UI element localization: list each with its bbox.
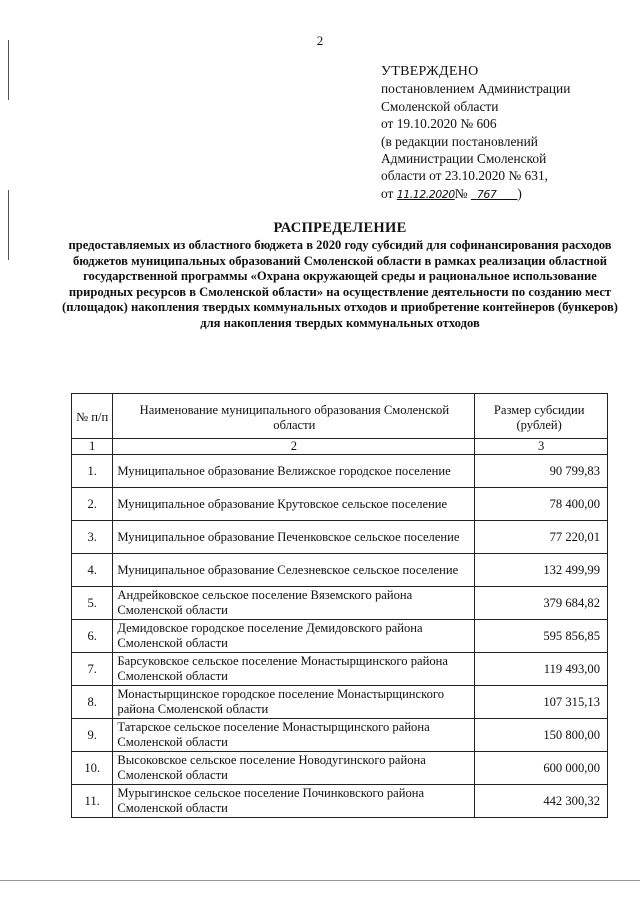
header-num: № п/п <box>72 394 113 439</box>
row-name: Татарское сельское поселение Монастырщинского района Смоленской области <box>113 719 475 752</box>
approval-line: от 19.10.2020 № 606 <box>381 116 497 132</box>
approval-line: (в редакции постановлений <box>381 133 538 149</box>
index-cell: 3 <box>475 439 608 455</box>
row-name: Муниципальное образование Крутовское сельское поселение <box>113 488 475 521</box>
heading-description: предоставляемых из областного бюджета в 2020 году субсидий для софинансирования расходов бюджетов муниципальных образований Смоленской области в рамках реализации областной государственной программы «Охрана окружающей среды и рациональное использование природных ресурсов в Смоленской области» на осуществление деятельности по созданию мест (площадок) накопления твердых коммунальных отходов и приобретение контейнеров (бункеров) для накопления твердых коммунальных отходов <box>62 238 618 330</box>
row-name: Муниципальное образование Печенковское сельское поселение <box>113 521 475 554</box>
scan-bottom-edge <box>0 880 640 881</box>
page-number: 2 <box>316 33 324 48</box>
amendment-signature-line <box>381 185 621 203</box>
table-row <box>72 455 608 488</box>
row-name: Андрейковское сельское поселение Вяземского района Смоленской области <box>113 587 475 620</box>
row-number: 10. <box>72 752 113 785</box>
header-name: Наименование муниципального образования Смоленской области <box>113 394 475 439</box>
sig-number-label: № <box>454 185 468 201</box>
approval-line: постановлением Администрации <box>381 81 571 97</box>
row-amount: 132 499,99 <box>475 554 608 587</box>
table-row <box>72 554 608 587</box>
table-row <box>72 686 608 719</box>
table-header-row <box>72 394 608 439</box>
row-amount: 379 684,82 <box>475 587 608 620</box>
table-row <box>72 488 608 521</box>
heading-title: РАСПРЕДЕЛЕНИЕ <box>273 220 407 236</box>
document-heading <box>60 220 620 332</box>
index-cell: 1 <box>72 439 113 455</box>
index-cell: 2 <box>113 439 475 455</box>
table-index-row <box>72 439 608 455</box>
row-name: Муниципальное образование Велижское городское поселение <box>113 455 475 488</box>
table-row <box>72 587 608 620</box>
row-amount: 600 000,00 <box>475 752 608 785</box>
approval-line: Администрации Смоленской <box>381 151 547 167</box>
approval-block <box>381 63 621 203</box>
sig-suffix: ) <box>517 185 522 201</box>
row-amount: 107 315,13 <box>475 686 608 719</box>
row-number: 4. <box>72 554 113 587</box>
row-number: 9. <box>72 719 113 752</box>
row-amount: 90 799,83 <box>475 455 608 488</box>
row-name: Барсуковское сельское поселение Монастырщинского района Смоленской области <box>113 653 475 686</box>
handwritten-number: 767 <box>476 187 497 201</box>
subsidy-table <box>71 393 608 818</box>
row-name: Демидовское городское поселение Демидовского района Смоленской области <box>113 620 475 653</box>
row-number: 6. <box>72 620 113 653</box>
row-amount: 150 800,00 <box>475 719 608 752</box>
handwritten-date: 11.12.2020 <box>396 187 455 201</box>
approval-line: области от 23.10.2020 № 631, <box>381 168 548 184</box>
row-name: Муниципальное образование Селезневское сельское поселение <box>113 554 475 587</box>
approval-line: Смоленской области <box>381 98 499 114</box>
table-row <box>72 620 608 653</box>
row-amount: 78 400,00 <box>475 488 608 521</box>
row-number: 11. <box>72 785 113 818</box>
row-number: 3. <box>72 521 113 554</box>
table-row <box>72 521 608 554</box>
row-amount: 119 493,00 <box>475 653 608 686</box>
approval-title: УТВЕРЖДЕНО <box>381 64 479 79</box>
row-number: 1. <box>72 455 113 488</box>
row-name: Высоковское сельское поселение Новодугинского района Смоленской области <box>113 752 475 785</box>
row-amount: 442 300,32 <box>475 785 608 818</box>
row-number: 8. <box>72 686 113 719</box>
row-number: 5. <box>72 587 113 620</box>
row-amount: 595 856,85 <box>475 620 608 653</box>
table-row <box>72 752 608 785</box>
table-row <box>72 653 608 686</box>
row-name: Мурыгинское сельское поселение Починковского района Смоленской области <box>113 785 475 818</box>
header-amount: Размер субсидии (рублей) <box>475 394 608 439</box>
row-number: 2. <box>72 488 113 521</box>
table-row <box>72 719 608 752</box>
row-number: 7. <box>72 653 113 686</box>
scan-margin-mark <box>8 40 9 100</box>
scan-margin-mark <box>8 190 9 260</box>
sig-prefix: от <box>381 185 394 201</box>
row-name: Монастырщинское городское поселение Монастырщинского района Смоленской области <box>113 686 475 719</box>
table-row <box>72 785 608 818</box>
row-amount: 77 220,01 <box>475 521 608 554</box>
